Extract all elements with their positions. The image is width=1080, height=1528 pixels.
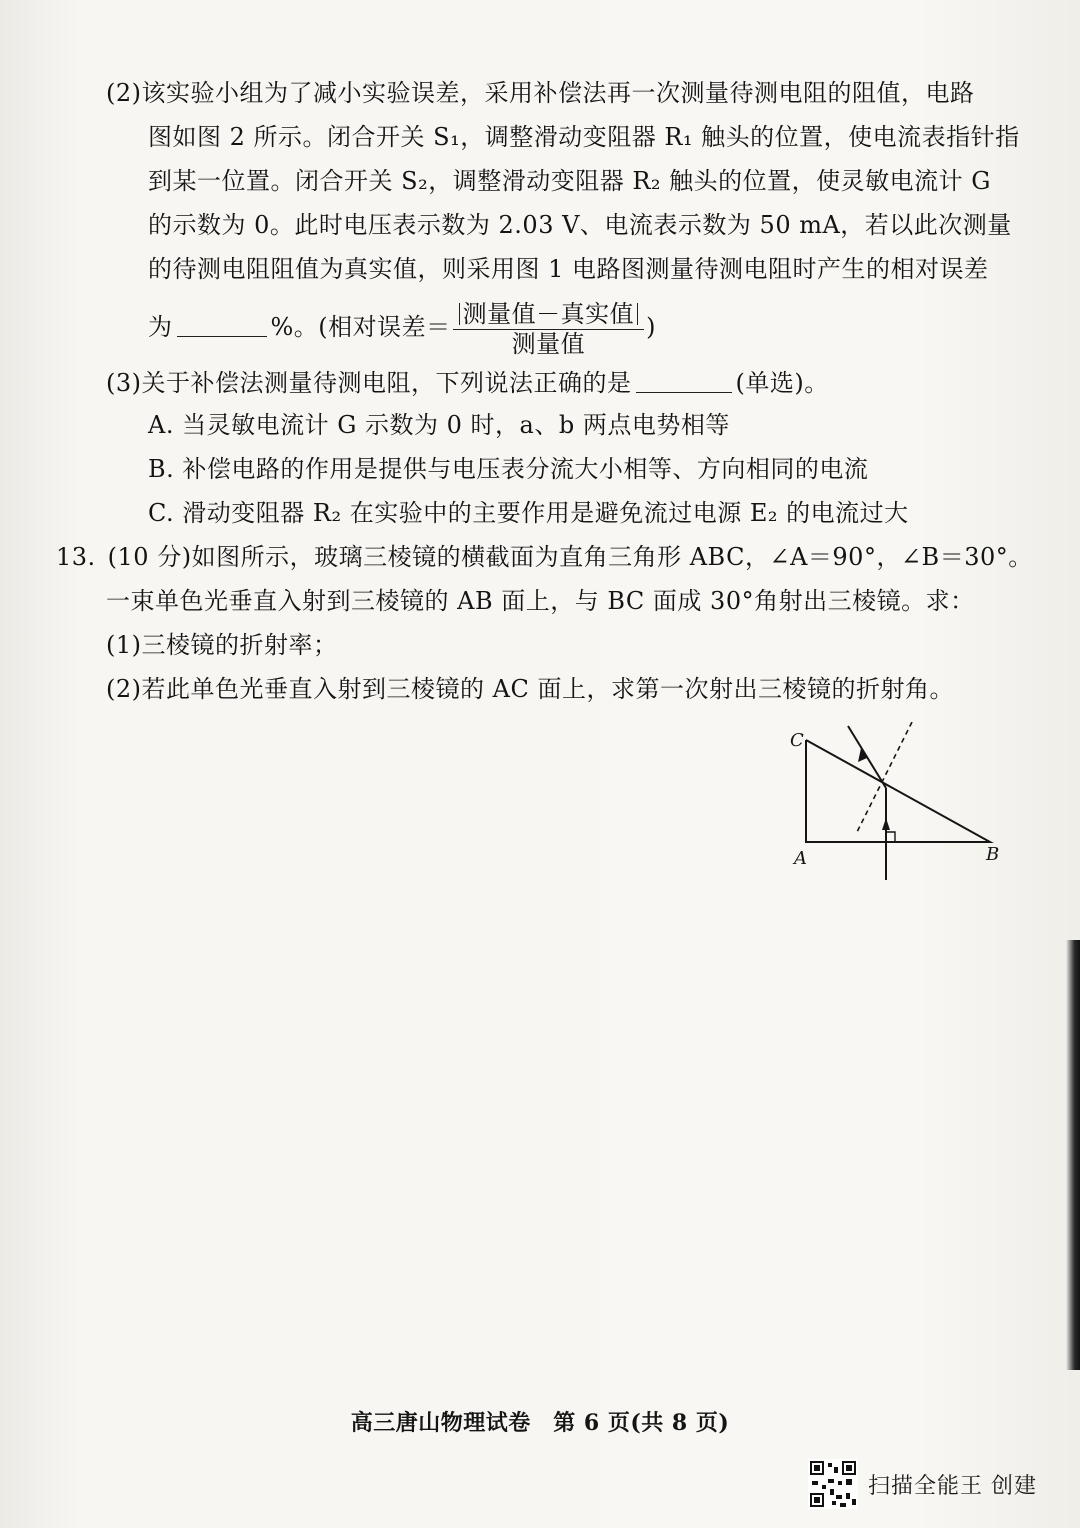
q13-header [56,542,1033,572]
normal-dashed-line [856,722,912,834]
vertex-label-b: B [986,844,1000,865]
answer-prefix: 为 [148,313,173,341]
right-angle-marker [886,832,895,842]
q12-p2-line3: 到某一位置。闭合开关 S₂，调整滑动变阻器 R₂ 触头的位置，使灵敏电流计 G [148,167,991,195]
formula-numerator: 测量值－真实值 [459,303,639,325]
p3-question-prefix: (3)关于补偿法测量待测电阻，下列说法正确的是 [106,369,632,397]
scan-edge-shadow [1066,940,1080,1370]
answer-blank-relative-error[interactable] [177,314,267,337]
answer-blank-choice[interactable] [636,370,732,393]
q13-number: 13. [56,543,96,571]
prism-triangle [806,740,990,842]
formula-close: ) [646,313,657,341]
qr-code-icon [808,1459,858,1509]
p3-question-suffix: (单选)。 [735,369,829,397]
q13-line2: 一束单色光垂直入射到三棱镜的 AB 面上，与 BC 面成 30°角射出三棱镜。求： [106,587,975,615]
watermark-text: 扫描全能王 创建 [868,1473,1037,1499]
q13-sub2: (2)若此单色光垂直入射到三棱镜的 AC 面上，求第一次射出三棱镜的折射角。 [106,675,954,703]
scanner-watermark [808,1458,1037,1510]
prism-figure [780,722,1020,892]
q13-line1: (10 分)如图所示，玻璃三棱镜的横截面为直角三角形 ABC，∠A＝90°，∠B＝30°。 [107,543,1033,571]
q12-p2-line5: 的待测电阻阻值为真实值，则采用图 1 电路图测量待测电阻时产生的相对误差 [148,255,989,283]
vertex-label-a: A [794,848,807,869]
vertex-label-c: C [790,730,804,751]
q12-p3-option-c: C. 滑动变阻器 R₂ 在实验中的主要作用是避免流过电源 E₂ 的电流过大 [148,499,909,527]
q12-p3-option-b: B. 补偿电路的作用是提供与电压表分流大小相等、方向相同的电流 [148,455,869,483]
relative-error-formula [453,300,645,358]
q12-p2-line1: (2)该实验小组为了减小实验误差，采用补偿法再一次测量待测电阻的阻值，电路 [106,79,975,107]
answer-suffix: %。(相对误差＝ [270,313,451,341]
q12-p2-answer-line [148,298,656,356]
q12-p2-line2: 图如图 2 所示。闭合开关 S₁，调整滑动变阻器 R₁ 触头的位置，使电流表指针指 [148,123,1020,151]
incident-ray-arrow [882,818,890,830]
formula-denominator: 测量值 [511,329,586,358]
q12-p3-question [106,368,829,398]
q13-sub1: (1)三棱镜的折射率； [106,631,338,659]
refracted-ray [848,726,886,788]
q12-p2-line4: 的示数为 0。此时电压表示数为 2.03 V、电流表示数为 50 mA，若以此次测量 [148,211,1012,239]
q12-p3-option-a: A. 当灵敏电流计 G 示数为 0 时，a、b 两点电势相等 [148,411,730,439]
page-footer: 高三唐山物理试卷 第 6 页(共 8 页) [350,1410,730,1436]
